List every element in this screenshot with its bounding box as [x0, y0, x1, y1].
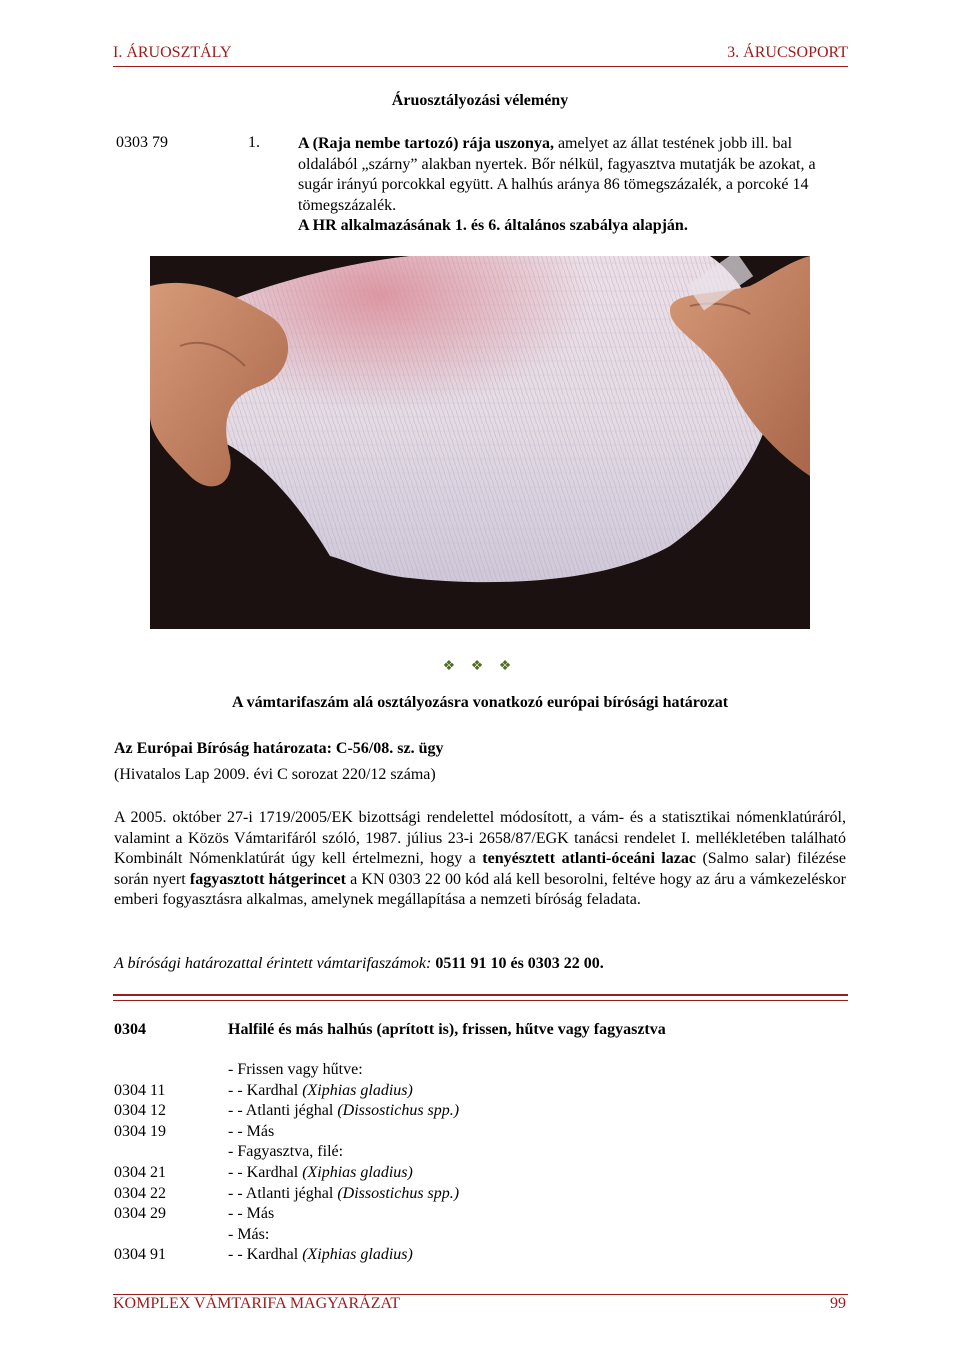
- ruling-bold-1: tenyésztett atlanti-óceáni lazac: [482, 850, 697, 868]
- list-item: [114, 1101, 854, 1122]
- item-latin: (Xiphias gladius): [302, 1246, 413, 1264]
- ruling-title: A vámtarifaszám alá osztályozásra vonatkozó európai bírósági határozat: [231, 694, 729, 711]
- ruling-codes: [114, 955, 604, 973]
- item-latin: (Xiphias gladius): [302, 1163, 413, 1181]
- item-text: - - Más: [228, 1122, 275, 1140]
- item-latin: (Xiphias gladius): [302, 1081, 413, 1099]
- opinion-code: 0303 79: [116, 134, 168, 151]
- ruling-text-3: a KN 0303 22 00 kód alá kell besorolni, feltéve hogy az áru a vámkezeléskor emberi fogyasztásra alkalmas, amelynek megállapítása a nemzeti bíróság feladata.: [114, 870, 846, 909]
- list-item: [114, 1225, 854, 1246]
- list-item: [114, 1163, 854, 1184]
- ruling-case: Az Európai Bíróság határozata: C-56/08. sz. ügy: [114, 740, 444, 757]
- ruling-journal: (Hivatalos Lap 2009. évi C sorozat 220/12 száma): [114, 766, 436, 783]
- item-code: 0304 91: [114, 1246, 166, 1264]
- item-text: - Fagyasztva, filé:: [228, 1143, 344, 1161]
- separator-stars: ❖ ❖ ❖: [442, 659, 518, 674]
- item-description: [228, 1122, 274, 1143]
- list-item: [114, 1081, 854, 1102]
- item-text: - Más:: [228, 1225, 270, 1243]
- item-description: [228, 1163, 413, 1184]
- item-text: - - Atlanti jéghal: [228, 1184, 338, 1202]
- opinion-body: amelyet az állat testének jobb ill. bal oldalából „szárny” alakban nyertek. Bőr nélkül, fagyasztva mutatják be azokat, a sugár irányú porcokkal együtt. A halhús aránya 86 tömegszázalék, a porcoké 14 tömegszázalék.: [298, 135, 816, 214]
- item-description: [228, 1101, 459, 1122]
- item-description: [228, 1142, 343, 1163]
- heading-text: Halfilé és más halhús (aprított is), frissen, hűtve vagy fagyasztva: [228, 1021, 666, 1038]
- item-text: - - Más: [228, 1205, 275, 1223]
- header-group: 3. ÁRUCSOPORT: [727, 44, 848, 61]
- item-code: 0304 19: [114, 1122, 166, 1140]
- page-number: 99: [830, 1295, 846, 1312]
- item-code: 0304 22: [114, 1184, 166, 1202]
- item-description: [228, 1204, 274, 1225]
- ruling-text-2: (Salmo salar) filézése során nyert: [114, 850, 847, 888]
- item-text: - Frissen vagy hűtve:: [228, 1061, 363, 1078]
- ruling-codes-value: 0511 91 10 és 0303 22 00.: [431, 955, 604, 972]
- ruling-text-1: A 2005. október 27-i 1719/2005/EK bizottsági rendelettel módosított, a vám- és a statisztikai nómenklatúráról, valamint a Közös Vámtarifáról szóló, 1987. július 23-i 2658/87/EGK tanácsi rendelet I. mellékletében található Kombinált Nómenklatúrát úgy kell értelmezni, hogy a: [114, 809, 846, 868]
- item-description: [228, 1225, 269, 1246]
- item-list: [114, 1060, 854, 1266]
- item-code: 0304 11: [114, 1081, 166, 1099]
- page-title: Áruosztályozási vélemény: [391, 92, 569, 109]
- item-code: 0304 29: [114, 1205, 166, 1223]
- ruling-text: [114, 808, 846, 911]
- opinion-lead: A (Raja nembe tartozó) rája uszonya,: [298, 135, 554, 152]
- item-description: [228, 1060, 363, 1081]
- item-text: - - Kardhal: [228, 1163, 303, 1181]
- list-item: [114, 1245, 854, 1266]
- item-text: - - Atlanti jéghal: [228, 1102, 338, 1120]
- item-description: [228, 1245, 413, 1266]
- item-latin: (Dissostichus spp.): [337, 1184, 460, 1202]
- list-item: [114, 1204, 854, 1225]
- item-latin: (Dissostichus spp.): [337, 1102, 460, 1120]
- list-item: [114, 1142, 854, 1163]
- item-description: [228, 1081, 413, 1102]
- item-description: [228, 1184, 459, 1205]
- header-section: I. ÁRUOSZTÁLY: [113, 44, 232, 61]
- footer-title: KOMPLEX VÁMTARIFA MAGYARÁZAT: [113, 1295, 401, 1312]
- list-item: [114, 1060, 854, 1081]
- header-rule: [113, 66, 848, 67]
- section-divider: [113, 994, 848, 996]
- opinion-number: 1.: [248, 134, 260, 151]
- ray-wing-photo: [150, 256, 810, 629]
- ruling-bold-2: fagyasztott hátgerincet: [189, 870, 346, 888]
- ruling-codes-label: A bírósági határozattal érintett vámtarifaszámok:: [114, 955, 432, 972]
- opinion-text: [298, 134, 846, 237]
- list-item: [114, 1184, 854, 1205]
- list-item: [114, 1122, 854, 1143]
- item-text: - - Kardhal: [228, 1246, 303, 1264]
- item-text: - - Kardhal: [228, 1081, 303, 1099]
- section-divider-thin: [113, 1000, 848, 1001]
- heading-code: 0304: [114, 1021, 146, 1038]
- item-code: 0304 12: [114, 1102, 166, 1120]
- opinion-rule: A HR alkalmazásának 1. és 6. általános szabálya alapján.: [298, 217, 688, 235]
- item-code: 0304 21: [114, 1163, 166, 1181]
